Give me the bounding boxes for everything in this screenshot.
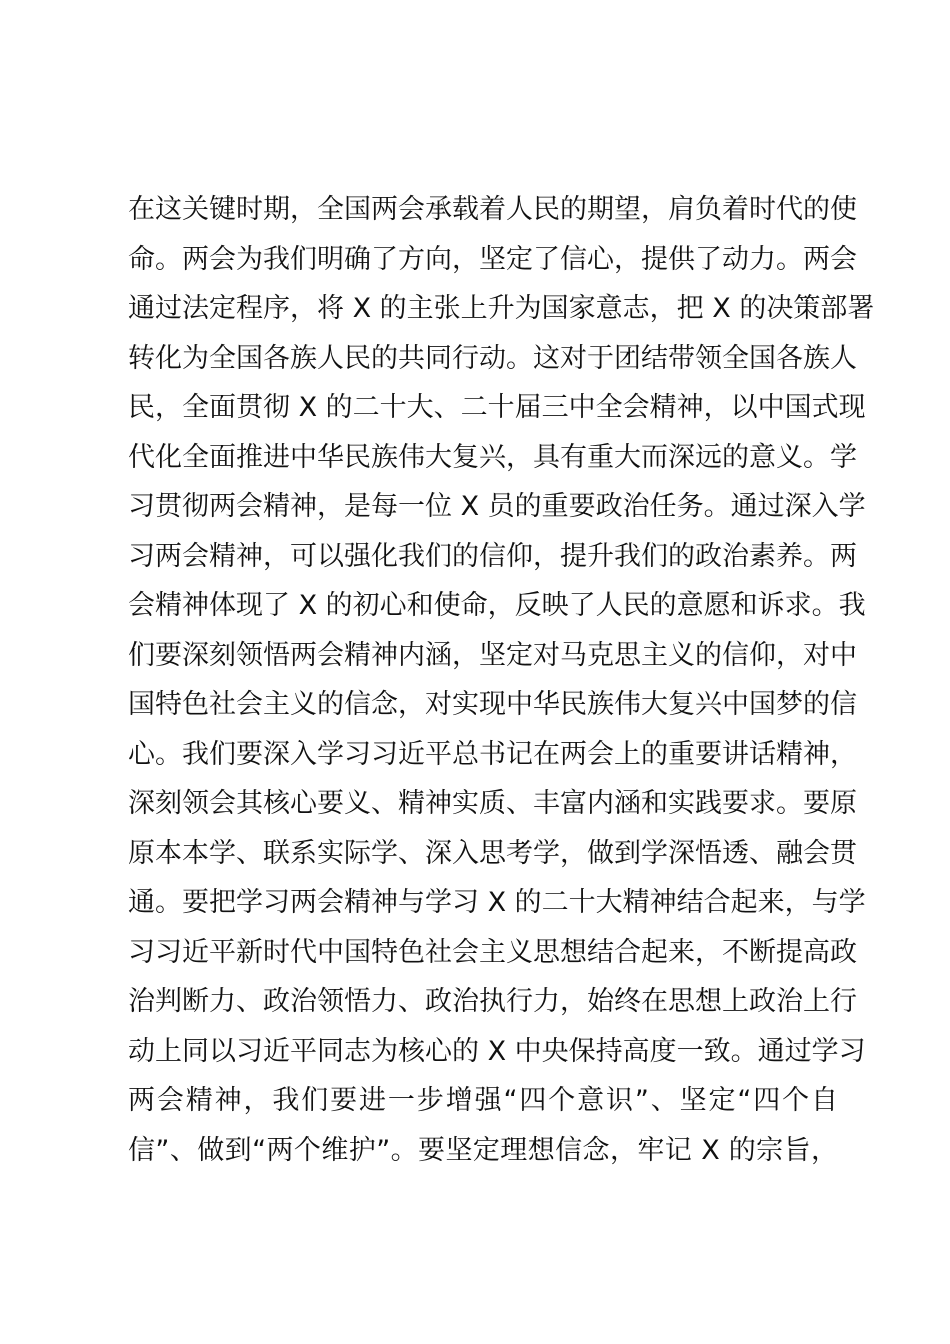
text-line-11: 国特色社会主义的信念，对实现中华民族伟大复兴中国梦的信 bbox=[128, 689, 857, 720]
text-line-12: 心。我们要深入学习习近平总书记在两会上的重要讲话精神， bbox=[128, 738, 857, 770]
text-line-2: 命。两会为我们明确了方向，坚定了信心，提供了动力。两会 bbox=[128, 243, 857, 275]
text-line-10: 们要深刻领悟两会精神内涵，坚定对马克思主义的信仰，对中 bbox=[128, 639, 857, 671]
text-line-19: 两会精神，我们要进一步增强“四个意识”、坚定“四个自 bbox=[128, 1085, 838, 1116]
body-paragraph bbox=[128, 185, 875, 1175]
text-line-9: 会精神体现了 X 的初心和使命，反映了人民的意愿和诉求。我 bbox=[128, 590, 866, 621]
text-line-3: 通过法定程序，将 X 的主张上升为国家意志，把 X 的决策部署 bbox=[128, 293, 875, 324]
text-line-18: 动上同以习近平同志为核心的 X 中央保持高度一致。通过学习 bbox=[128, 1035, 866, 1067]
text-line-13: 深刻领会其核心要义、精神实质、丰富内涵和实践要求。要原 bbox=[128, 788, 857, 819]
text-line-8: 习两会精神，可以强化我们的信仰，提升我们的政治素养。两 bbox=[128, 540, 857, 572]
text-line-5: 民，全面贯彻 X 的二十大、二十届三中全会精神，以中国式现 bbox=[128, 392, 866, 423]
text-line-4: 转化为全国各族人民的共同行动。这对于团结带领全国各族人 bbox=[128, 342, 857, 374]
text-line-6: 代化全面推进中华民族伟大复兴，具有重大而深远的意义。学 bbox=[128, 441, 857, 473]
text-line-17: 治判断力、政治领悟力、政治执行力，始终在思想上政治上行 bbox=[128, 986, 857, 1017]
text-line-20: 信”、做到“两个维护”。要坚定理想信念，牢记 X 的宗旨， bbox=[128, 1134, 838, 1166]
text-line-15: 通。要把学习两会精神与学习 X 的二十大精神结合起来，与学 bbox=[128, 887, 866, 918]
text-line-1: 在这关键时期，全国两会承载着人民的期望，肩负着时代的使 bbox=[128, 194, 857, 225]
text-line-14: 原本本学、联系实际学、深入思考学，做到学深悟透、融会贯 bbox=[128, 837, 857, 869]
text-line-7: 习贯彻两会精神，是每一位 X 员的重要政治任务。通过深入学 bbox=[128, 491, 866, 522]
text-line-16: 习习近平新时代中国特色社会主义思想结合起来，不断提高政 bbox=[128, 936, 857, 968]
